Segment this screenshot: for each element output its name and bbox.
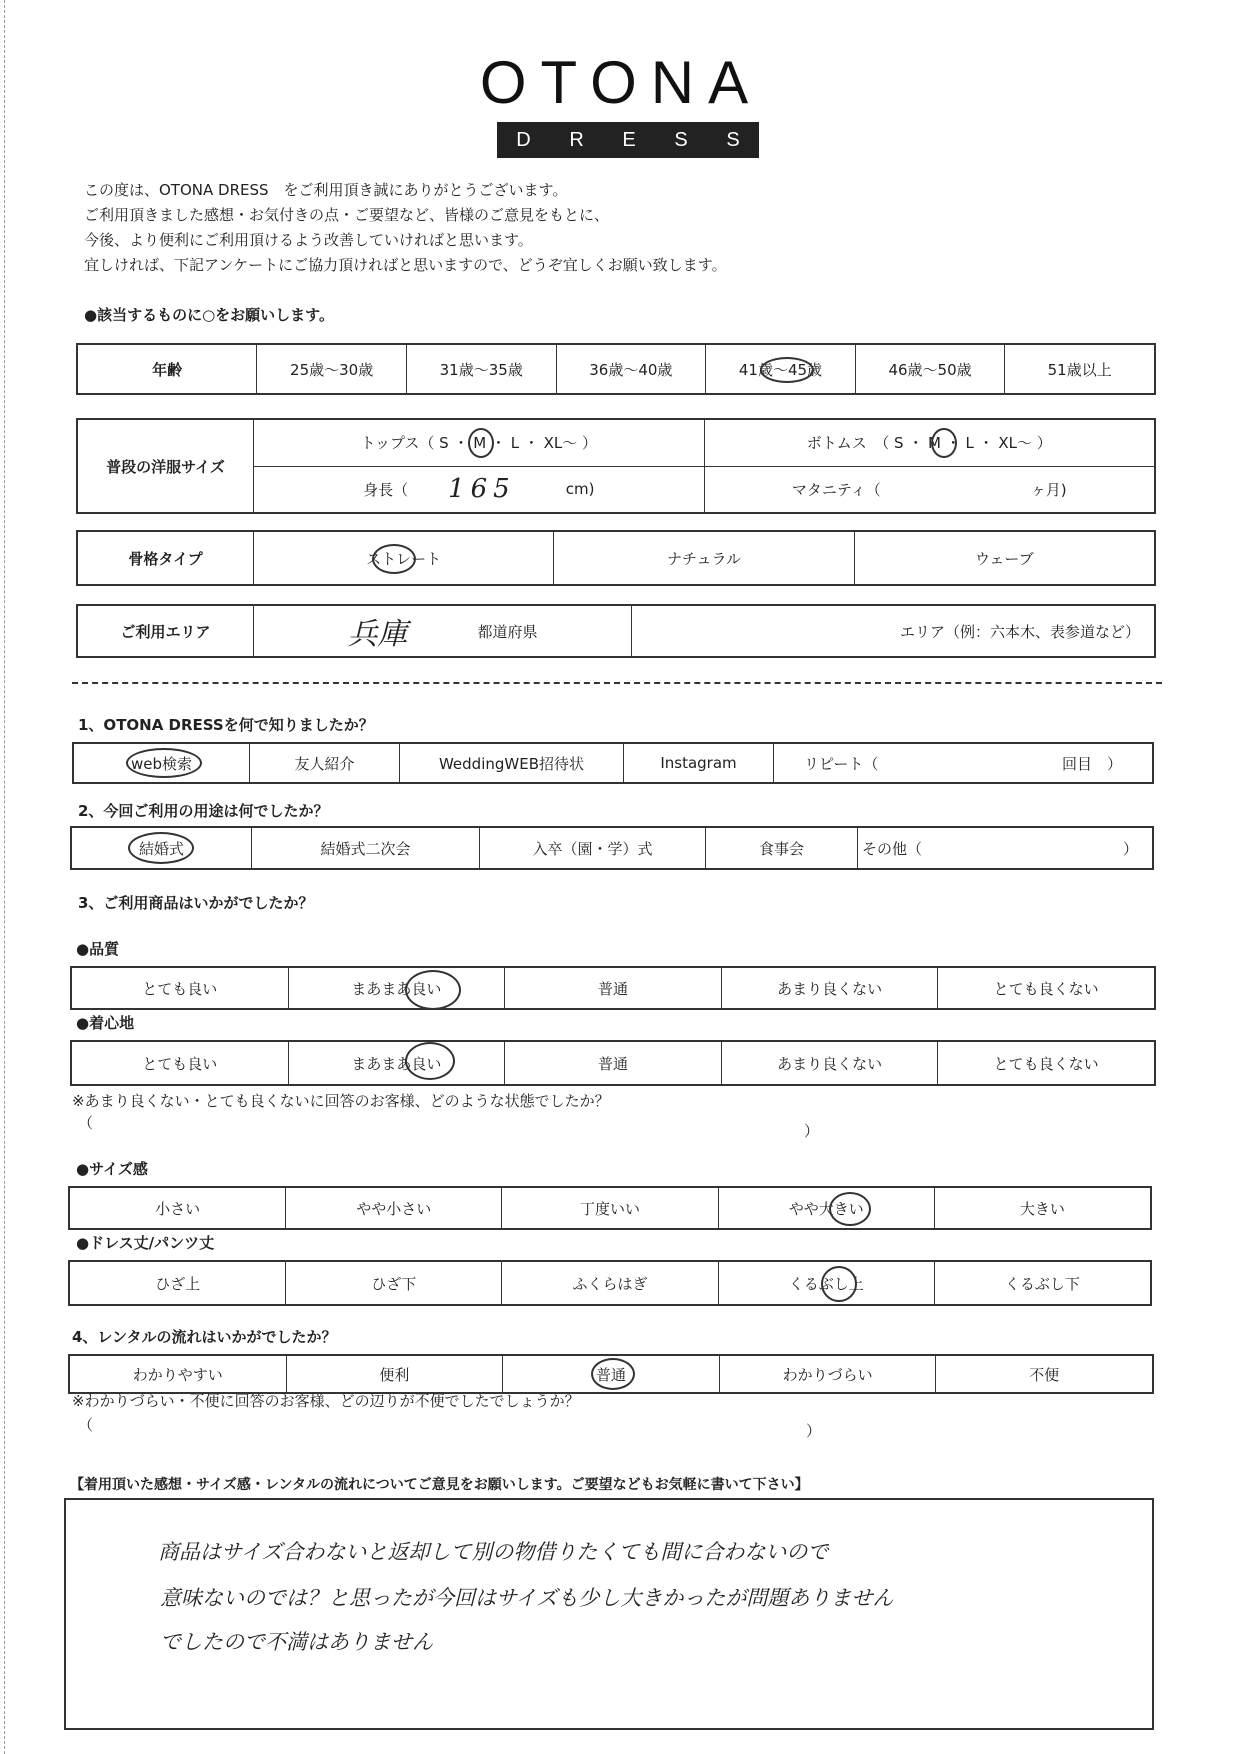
comfort-note: ※あまり良くない・とても良くないに回答のお客様、どのような状態でしたか？ xyxy=(72,1092,610,1110)
size-feel-option-selected[interactable] xyxy=(719,1188,935,1228)
q2-option-other[interactable] xyxy=(858,828,1152,868)
q2-table xyxy=(70,826,1154,870)
quality-option[interactable]: 普通 xyxy=(505,968,722,1008)
comment-box[interactable] xyxy=(64,1498,1154,1730)
size-table xyxy=(76,418,1156,514)
body-type-option-selected[interactable] xyxy=(254,532,554,584)
height-value: 165 xyxy=(448,474,516,505)
repeat-suffix: 回目 ） xyxy=(1061,754,1122,773)
selection-circle xyxy=(931,428,957,458)
quality-option-text: まあまあ良い xyxy=(351,979,442,998)
q4-option[interactable]: 便利 xyxy=(287,1356,504,1392)
maternity-suffix: ヶ月) xyxy=(1030,480,1067,499)
repeat-prefix: リピート（ xyxy=(804,754,879,773)
size-label: 普段の洋服サイズ xyxy=(78,420,254,512)
body-type-table xyxy=(76,530,1156,586)
logo-letter: D xyxy=(516,128,531,151)
selection-circle xyxy=(829,1192,871,1226)
q4-title: 4、レンタルの流れはいかがでしたか？ xyxy=(72,1328,337,1346)
age-table xyxy=(76,343,1156,395)
selection-circle xyxy=(126,748,202,778)
size-feel-option[interactable]: やや小さい xyxy=(286,1188,502,1228)
size-feel-option[interactable]: 大きい xyxy=(1019,1199,1065,1218)
q1-option-selected[interactable] xyxy=(74,744,250,782)
logo-letter: R xyxy=(569,128,584,151)
quality-option[interactable]: とても良い xyxy=(72,968,289,1008)
size-feel-option[interactable]: 丁度いい xyxy=(502,1188,718,1228)
length-option[interactable]: ひざ下 xyxy=(286,1262,502,1304)
q2-option-text: 結婚式 xyxy=(138,839,184,858)
selection-circle xyxy=(591,1358,635,1390)
q1-table xyxy=(72,742,1154,784)
height-field[interactable] xyxy=(254,467,705,513)
selection-circle xyxy=(128,832,194,864)
other-prefix: その他（ xyxy=(862,839,923,858)
q2-option[interactable]: 入卒（園・学）式 xyxy=(480,828,706,868)
q3-title: 3、ご利用商品はいかがでしたか？ xyxy=(78,894,314,912)
comfort-option[interactable]: とても良くない xyxy=(993,1054,1099,1073)
size-feel-table xyxy=(68,1186,1152,1230)
q4-table xyxy=(68,1354,1154,1394)
age-label: 年齢 xyxy=(78,345,257,393)
body-type-option[interactable]: ナチュラル xyxy=(554,532,854,584)
selection-circle xyxy=(468,428,494,458)
comment-line: 商品はサイズ合わないと返却して別の物借りたくても間に合わないので xyxy=(158,1540,829,1564)
body-type-text: ストレート xyxy=(366,549,442,568)
q4-option[interactable]: わかりやすい xyxy=(70,1356,287,1392)
size-row xyxy=(254,420,1154,467)
q1-option[interactable]: 友人紹介 xyxy=(250,744,400,782)
age-option[interactable]: 51歳以上 xyxy=(1047,360,1112,379)
brand-logo-sub xyxy=(497,122,759,158)
comfort-title: ●着心地 xyxy=(76,1014,135,1032)
selection-circle xyxy=(372,544,416,574)
q2-option[interactable]: 食事会 xyxy=(706,828,858,868)
area-field[interactable] xyxy=(632,606,1154,656)
height-prefix: 身長（ xyxy=(363,480,409,499)
prefecture-label: 都道府県 xyxy=(477,622,538,641)
instruction-text: ●該当するものに○をお願いします。 xyxy=(84,306,334,324)
prefecture-value: 兵庫 xyxy=(347,617,408,652)
tops-text: トップス（ S ・ M ・ L ・ XL〜 ） xyxy=(360,434,598,453)
length-option[interactable]: ふくらはぎ xyxy=(502,1262,718,1304)
q1-title: 1、OTONA DRESSを何で知りましたか？ xyxy=(78,716,374,734)
bottoms-text: ボトムス （ S ・ M ・ L ・ XL〜 ） xyxy=(806,434,1052,453)
area-table xyxy=(76,604,1156,658)
length-table xyxy=(68,1260,1152,1306)
comfort-option[interactable]: 普通 xyxy=(505,1042,722,1084)
q4-option[interactable]: わかりづらい xyxy=(720,1356,937,1392)
brand-logo: OTONA xyxy=(479,49,763,116)
size-feel-title: ●サイズ感 xyxy=(76,1160,148,1178)
quality-option[interactable]: あまり良くない xyxy=(722,968,939,1008)
quality-table xyxy=(70,966,1156,1010)
comfort-option[interactable]: とても良い xyxy=(72,1042,289,1084)
selection-circle xyxy=(821,1266,857,1302)
quality-title: ●品質 xyxy=(76,940,120,958)
q1-option[interactable]: Instagram xyxy=(624,744,774,782)
selection-circle xyxy=(405,970,461,1010)
age-option[interactable]: 36歳〜40歳 xyxy=(557,345,707,393)
selection-circle xyxy=(760,357,814,383)
intro-text xyxy=(84,178,727,278)
comfort-option-text: まあまあ良い xyxy=(351,1054,442,1073)
comment-line: でしたので不満はありません xyxy=(160,1630,433,1654)
comment-line: 意味ないのでは？と思ったが今回はサイズも少し大きかったが問題ありません xyxy=(160,1586,894,1610)
q4-note-paren-open: （ xyxy=(78,1416,94,1434)
length-title: ●ドレス丈/パンツ丈 xyxy=(76,1234,215,1252)
q4-note: ※わかりづらい・不便に回答のお客様、どの辺りが不便でしたでしょうか？ xyxy=(72,1392,580,1410)
quality-option[interactable]: とても良くない xyxy=(993,979,1099,998)
comfort-option-selected[interactable] xyxy=(289,1042,506,1084)
comfort-note-paren-close: ） xyxy=(804,1122,820,1140)
q2-option[interactable]: 結婚式二次会 xyxy=(252,828,480,868)
other-suffix: ） xyxy=(1122,839,1138,858)
length-option-text: くるぶし上 xyxy=(788,1274,864,1293)
size-row xyxy=(254,467,1154,513)
q1-option[interactable]: WeddingWEB招待状 xyxy=(400,744,624,782)
q4-option[interactable]: 不便 xyxy=(1029,1365,1060,1384)
logo-letter: E xyxy=(622,128,636,151)
maternity-prefix: マタニティ（ xyxy=(791,480,881,499)
length-option-selected[interactable] xyxy=(719,1262,935,1304)
divider xyxy=(72,682,1162,684)
logo-letter: S xyxy=(674,128,688,151)
q2-title: 2、今回ご利用の用途は何でしたか？ xyxy=(78,802,329,820)
size-feel-option-text: やや大きい xyxy=(788,1199,864,1218)
length-option[interactable]: くるぶし下 xyxy=(1004,1274,1080,1293)
scan-edge-line xyxy=(4,0,6,1754)
intro-line: 宜しければ、下記アンケートにご協力頂ければと思いますので、どうぞ宜しくお願い致します。 xyxy=(84,256,727,274)
q4-option-text: 普通 xyxy=(595,1365,626,1384)
prefecture-field[interactable] xyxy=(254,606,632,656)
body-type-option[interactable]: ウェーブ xyxy=(974,549,1034,568)
height-suffix: cm) xyxy=(565,480,595,499)
age-option[interactable]: 25歳〜30歳 xyxy=(257,345,407,393)
tops-option[interactable] xyxy=(254,420,705,466)
comfort-option[interactable]: あまり良くない xyxy=(722,1042,939,1084)
quality-option-selected[interactable] xyxy=(289,968,506,1008)
bottoms-option[interactable] xyxy=(705,420,1155,466)
maternity-field[interactable] xyxy=(705,467,1155,513)
age-option-text: 41歳〜45歳 xyxy=(738,360,823,379)
age-option[interactable]: 46歳〜50歳 xyxy=(856,345,1006,393)
size-feel-option[interactable]: 小さい xyxy=(70,1188,286,1228)
comfort-table xyxy=(70,1040,1156,1086)
area-hint: エリア（例：六本木、表参道など） xyxy=(899,622,1140,641)
q4-option-selected[interactable] xyxy=(503,1356,720,1392)
q4-note-paren-close: ） xyxy=(806,1422,822,1440)
comment-title: 【着用頂いた感想・サイズ感・レンタルの流れについてご意見をお願いします。ご要望などもお気軽に書いて下さい】 xyxy=(70,1477,809,1493)
q2-option-selected[interactable] xyxy=(72,828,252,868)
comfort-note-paren-open: （ xyxy=(78,1114,94,1132)
intro-line: ご利用頂きました感想・お気付きの点・ご要望など、皆様のご意見をもとに、 xyxy=(84,206,610,224)
q1-option-text: web検索 xyxy=(130,754,193,773)
age-option[interactable]: 31歳〜35歳 xyxy=(407,345,557,393)
selection-circle xyxy=(405,1042,455,1080)
length-option[interactable]: ひざ上 xyxy=(70,1262,286,1304)
age-option-selected[interactable] xyxy=(706,345,856,393)
size-grid xyxy=(254,420,1154,512)
area-label: ご利用エリア xyxy=(78,606,254,656)
q1-option-repeat[interactable] xyxy=(774,744,1152,782)
body-type-label: 骨格タイプ xyxy=(78,532,254,584)
intro-line: 今後、より便利にご利用頂けるよう改善していければと思います。 xyxy=(84,231,533,249)
logo-letter: S xyxy=(726,128,740,151)
intro-line: この度は、OTONA DRESS をご利用頂き誠にありがとうございます。 xyxy=(84,181,568,199)
